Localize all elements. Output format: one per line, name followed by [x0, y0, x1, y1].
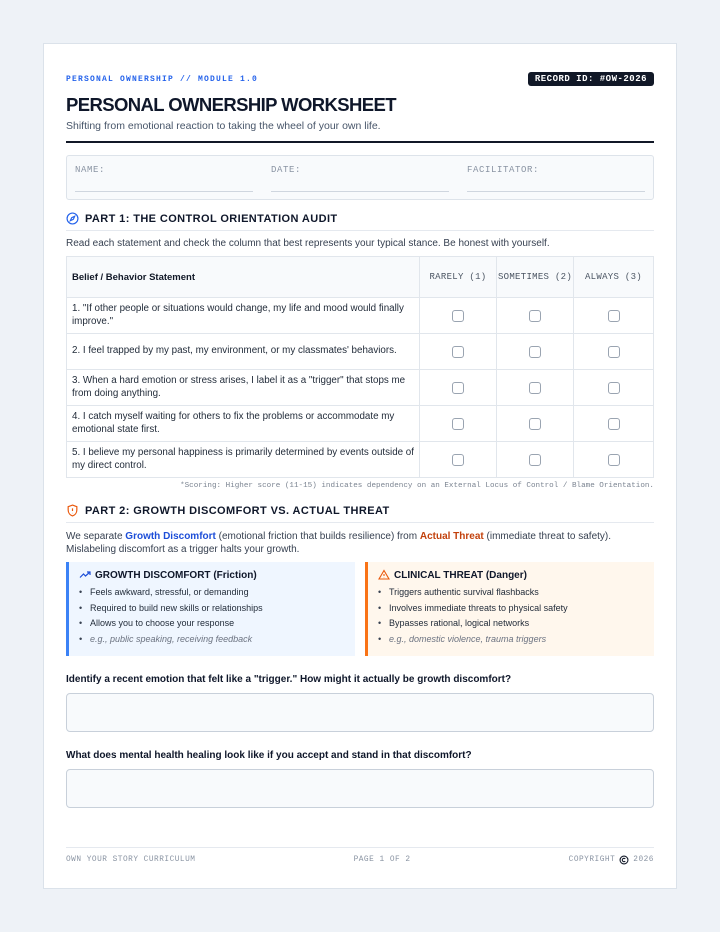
footer-page-number: PAGE 1 OF 2	[353, 856, 411, 864]
statement-text: 5. I believe my personal happiness is primarily determined by events outside of my direct control.	[67, 442, 420, 478]
intro-text-c: (immediate threat to safety). Mislabeling discomfort as a trigger halts your growth.	[66, 531, 612, 555]
title-divider	[66, 141, 654, 143]
statement-text: 4. I catch myself waiting for others to fix the problems or accommodate my emotional state first.	[67, 406, 420, 442]
part1-title: PART 1: THE CONTROL ORIENTATION AUDIT	[85, 212, 338, 225]
checkbox-sometimes[interactable]	[529, 346, 541, 358]
table-row	[67, 370, 654, 406]
statement-text: 2. I feel trapped by my past, my environment, or my classmates' behaviors.	[67, 334, 420, 370]
footer-curriculum: OWN YOUR STORY CURRICULUM	[66, 856, 196, 864]
warning-triangle-icon	[378, 569, 390, 581]
growth-discomfort-card	[66, 562, 355, 656]
part1-instructions: Read each statement and check the column that best represents your typical stance. Be honest with yourself.	[66, 238, 550, 249]
list-item-example: • e.g., public speaking, receiving feedback	[79, 632, 345, 648]
record-id-badge: RECORD ID: #OW-2026	[528, 72, 654, 86]
growth-card-heading	[79, 569, 345, 581]
intro-text-b: (emotional friction that builds resilience) from	[215, 531, 420, 542]
column-sometimes: SOMETIMES (2)	[497, 257, 574, 298]
checkbox-always[interactable]	[608, 418, 620, 430]
comparison-cards	[66, 562, 654, 656]
list-item: • Bypasses rational, logical networks	[378, 616, 644, 632]
table-row	[67, 334, 654, 370]
checkbox-rarely[interactable]	[452, 382, 464, 394]
page-title: PERSONAL OWNERSHIP WORKSHEET	[66, 94, 396, 115]
table-row	[67, 298, 654, 334]
growth-card-title: GROWTH DISCOMFORT (Friction)	[95, 569, 257, 581]
facilitator-field[interactable]	[467, 165, 645, 192]
date-field[interactable]	[271, 165, 449, 192]
list-item: • Allows you to choose your response	[79, 616, 345, 632]
facilitator-field-line[interactable]	[467, 191, 645, 192]
column-rarely: RARELY (1)	[420, 257, 497, 298]
footer-copyright	[569, 855, 654, 865]
date-field-line[interactable]	[271, 191, 449, 192]
copyright-year: 2026	[633, 856, 654, 864]
part1-heading	[66, 212, 654, 231]
table-row	[67, 442, 654, 478]
statement-text: 3. When a hard emotion or stress arises, I label it as a "trigger" that stops me from doing anything.	[67, 370, 420, 406]
list-item-example: • e.g., domestic violence, trauma triggers	[378, 632, 644, 648]
copyright-icon	[619, 855, 629, 865]
name-field-line[interactable]	[75, 191, 253, 192]
checkbox-sometimes[interactable]	[529, 418, 541, 430]
threat-card-title: CLINICAL THREAT (Danger)	[394, 569, 527, 581]
question-trigger: Identify a recent emotion that felt like a "trigger." How might it actually be growth discomfort?	[66, 674, 512, 685]
list-item: • Involves immediate threats to physical safety	[378, 601, 644, 617]
checkbox-always[interactable]	[608, 310, 620, 322]
checkbox-rarely[interactable]	[452, 346, 464, 358]
name-field-label: NAME:	[75, 165, 106, 175]
scoring-note: *Scoring: Higher score (11-15) indicates dependency on an External Locus of Control / Blame Orientation.	[180, 482, 654, 490]
threat-card-heading	[378, 569, 644, 581]
table-row	[67, 406, 654, 442]
part2-intro	[66, 530, 654, 556]
part2-title: PART 2: GROWTH DISCOMFORT VS. ACTUAL THREAT	[85, 504, 390, 517]
date-field-label: DATE:	[271, 165, 302, 175]
list-item: • Required to build new skills or relationships	[79, 601, 345, 617]
list-item: • Triggers authentic survival flashbacks	[378, 585, 644, 601]
term-actual-threat: Actual Threat	[419, 531, 484, 542]
checkbox-rarely[interactable]	[452, 454, 464, 466]
audit-table-header	[67, 257, 654, 298]
checkbox-sometimes[interactable]	[529, 382, 541, 394]
audit-table	[66, 256, 654, 478]
term-growth-discomfort: Growth Discomfort	[125, 531, 216, 542]
worksheet-page	[43, 43, 677, 889]
intro-text-a: We separate	[66, 531, 126, 542]
threat-list	[378, 585, 644, 647]
question-healing: What does mental health healing look like if you accept and stand in that discomfort?	[66, 750, 472, 761]
answer-box-trigger[interactable]	[66, 693, 654, 732]
answer-box-healing[interactable]	[66, 769, 654, 808]
checkbox-always[interactable]	[608, 346, 620, 358]
part2-heading	[66, 504, 654, 523]
checkbox-sometimes[interactable]	[529, 454, 541, 466]
module-label: PERSONAL OWNERSHIP // MODULE 1.0	[66, 74, 259, 84]
checkbox-always[interactable]	[608, 382, 620, 394]
name-field[interactable]	[75, 165, 253, 192]
column-always: ALWAYS (3)	[574, 257, 654, 298]
compass-icon	[66, 212, 79, 225]
shield-alert-icon	[66, 504, 79, 517]
checkbox-rarely[interactable]	[452, 418, 464, 430]
trending-up-icon	[79, 569, 91, 581]
list-item: • Feels awkward, stressful, or demanding	[79, 585, 345, 601]
clinical-threat-card	[365, 562, 654, 656]
growth-list	[79, 585, 345, 647]
checkbox-sometimes[interactable]	[529, 310, 541, 322]
column-statement: Belief / Behavior Statement	[67, 257, 420, 298]
copyright-label: COPYRIGHT	[568, 856, 616, 864]
facilitator-field-label: FACILITATOR:	[467, 165, 540, 175]
header-topline	[66, 72, 654, 86]
page-footer	[66, 847, 654, 865]
info-fields	[66, 155, 654, 200]
page-subtitle: Shifting from emotional reaction to taking the wheel of your own life.	[66, 120, 381, 132]
statement-text: 1. "If other people or situations would change, my life and mood would finally improve."	[67, 298, 420, 334]
checkbox-always[interactable]	[608, 454, 620, 466]
checkbox-rarely[interactable]	[452, 310, 464, 322]
